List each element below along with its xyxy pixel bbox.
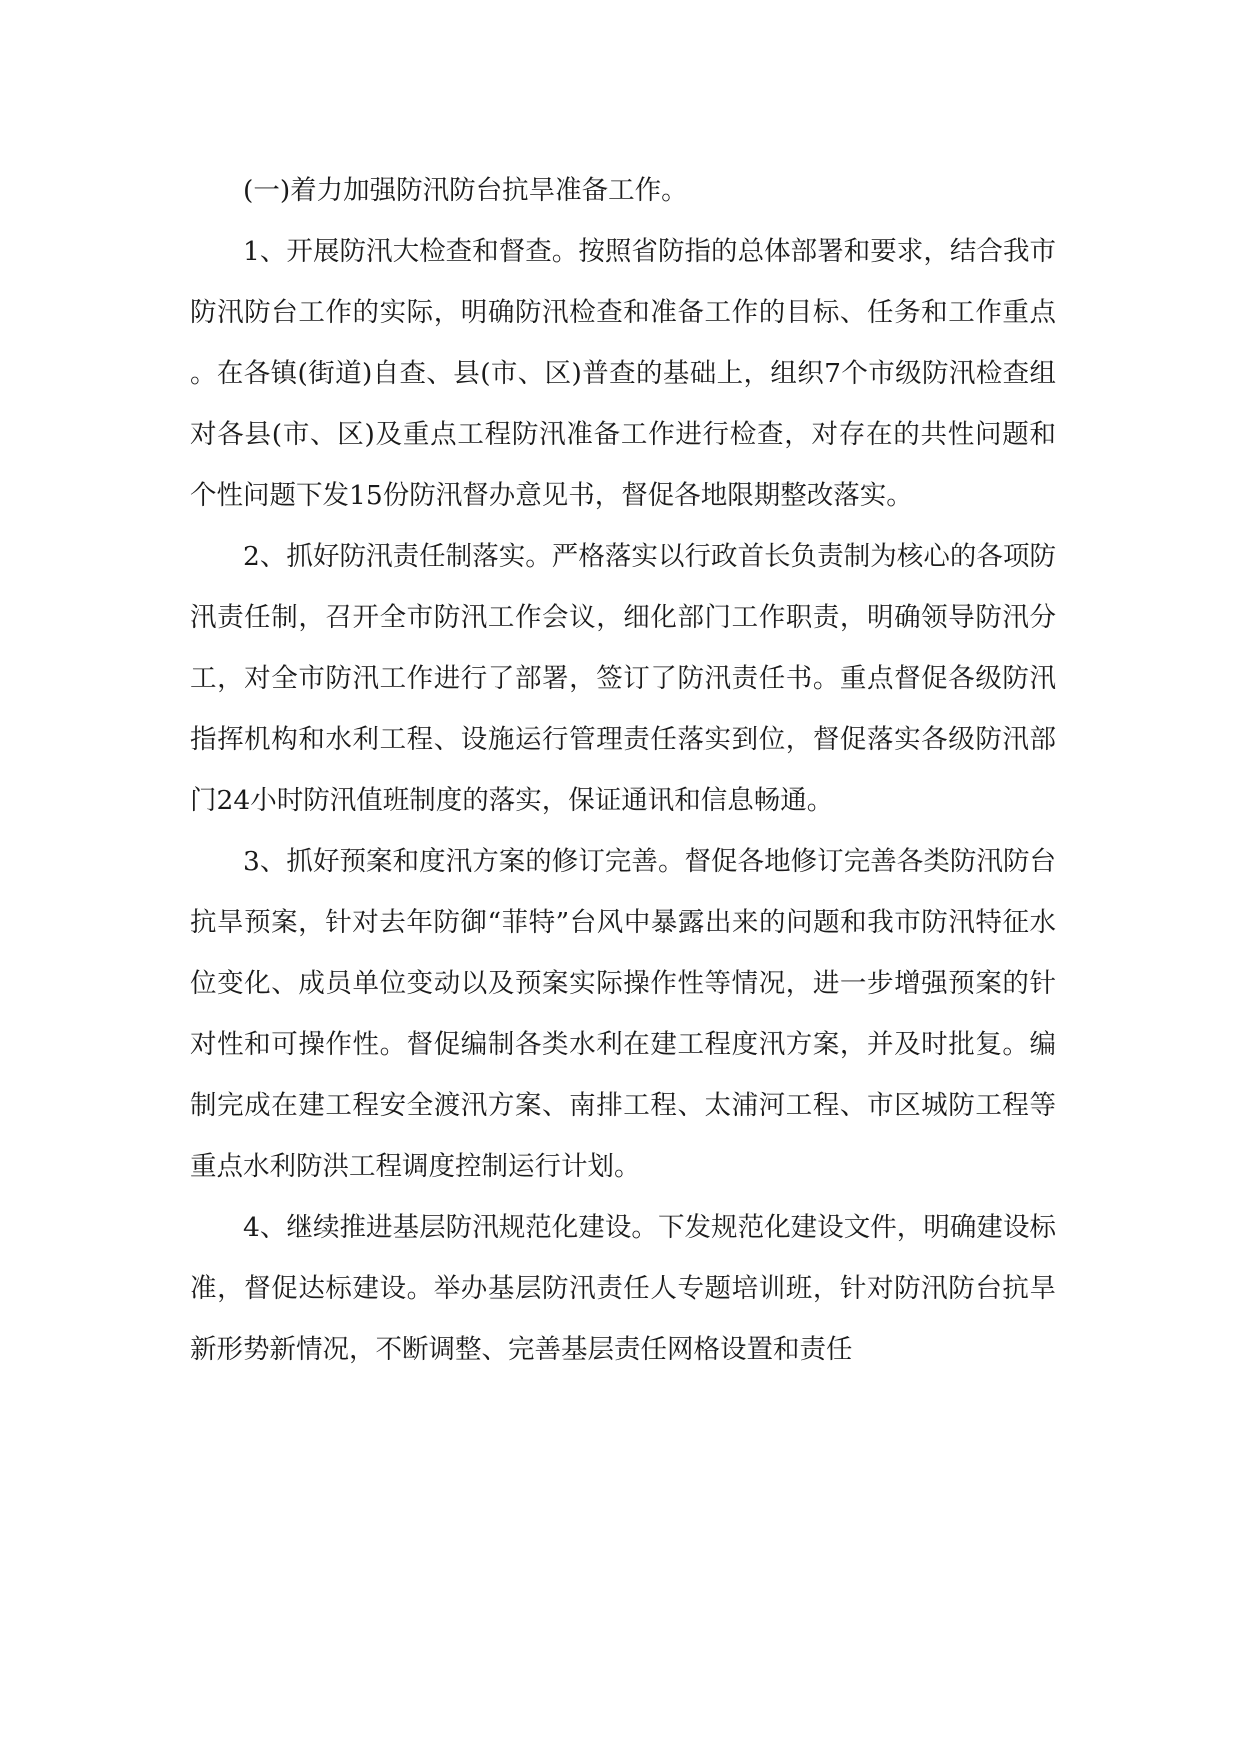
paragraph-2: 2、抓好防汛责任制落实。严格落实以行政首长负责制为核心的各项防汛责任制，召开全市防汛工作会议，细化部门工作职责，明确领导防汛分工，对全市防汛工作进行了部署，签订了防汛责任书。重点督促各级防汛指挥机构和水利工程、设施运行管理责任落实到位，督促落实各级防汛部门24小时防汛值班制度的落实，保证通讯和信息畅通。 [190, 541, 1056, 816]
document-body [190, 160, 1056, 1380]
paragraph-3: 3、抓好预案和度汛方案的修订完善。督促各地修订完善各类防汛防台抗旱预案，针对去年防御“菲特”台风中暴露出来的问题和我市防汛特征水位变化、成员单位变动以及预案实际操作性等情况，进一步增强预案的针对性和可操作性。督促编制各类水利在建工程度汛方案，并及时批复。编制完成在建工程安全渡汛方案、南排工程、太浦河工程、市区城防工程等重点水利防洪工程调度控制运行计划。 [190, 846, 1056, 1182]
section-heading: (一)着力加强防汛防台抗旱准备工作。 [243, 175, 688, 206]
paragraph-1: 1、开展防汛大检查和督查。按照省防指的总体部署和要求，结合我市防汛防台工作的实际，明确防汛检查和准备工作的目标、任务和工作重点。在各镇(街道)自查、县(市、区)普查的基础上，组织7个市级防汛检查组对各县(市、区)及重点工程防汛准备工作进行检查，对存在的共性问题和个性问题下发15份防汛督办意见书，督促各地限期整改落实。 [190, 236, 1056, 511]
paragraph-4: 4、继续推进基层防汛规范化建设。下发规范化建设文件，明确建设标准，督促达标建设。举办基层防汛责任人专题培训班，针对防汛防台抗旱新形势新情况，不断调整、完善基层责任网格设置和责任 [190, 1212, 1056, 1365]
